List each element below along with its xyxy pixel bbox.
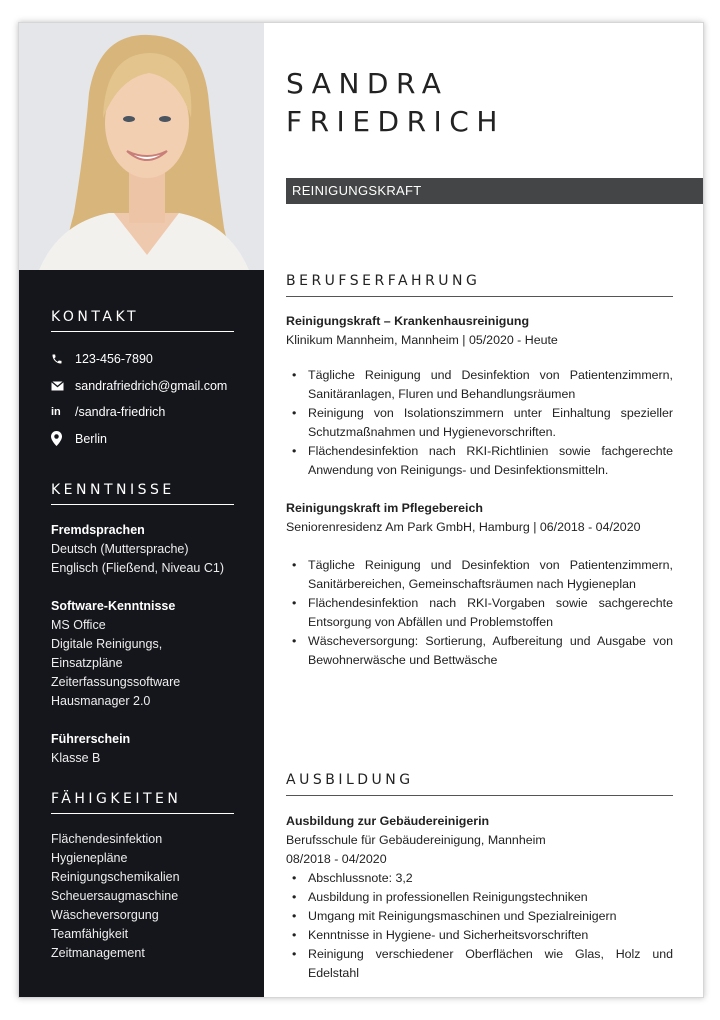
contact-linkedin bbox=[51, 399, 234, 426]
languages-line: Deutsch (Muttersprache) bbox=[51, 542, 189, 556]
resume-page bbox=[18, 22, 704, 998]
job-bullets bbox=[286, 556, 673, 670]
job-bullet: • Flächendesinfektion nach RKI-Richtlinien sowie fachgerechte Anwendung von Reinigungs- und Desinfektionsmitteln. bbox=[290, 442, 673, 480]
abilities-list bbox=[51, 830, 234, 963]
education-bullets bbox=[286, 869, 673, 983]
main-content bbox=[264, 23, 703, 997]
job-bullet: • Flächendesinfektion nach RKI-Vorgaben sowie sachgerechte Entsorgung von Abfällen und Problemstoffen bbox=[290, 594, 673, 632]
software-line: Hausmanager 2.0 bbox=[51, 694, 151, 708]
contact-email bbox=[51, 373, 234, 400]
person-name bbox=[286, 65, 505, 141]
skills-section bbox=[51, 482, 234, 768]
ability-item: Flächendesinfektion bbox=[51, 832, 163, 846]
last-name: FRIEDRICH bbox=[286, 105, 505, 138]
profile-photo bbox=[19, 23, 264, 270]
job-bullet: • Tägliche Reinigung und Desinfektion von Patientenzimmern, Sanitäranlagen, Fluren und Behandlungsräumen bbox=[290, 366, 673, 404]
job-entry bbox=[286, 499, 673, 670]
contact-email-text[interactable]: sandrafriedrich@gmail.com bbox=[75, 378, 228, 393]
job-bullets bbox=[286, 366, 673, 480]
languages-title: Fremdsprachen bbox=[51, 523, 145, 537]
contact-list bbox=[51, 346, 234, 452]
software-block bbox=[51, 597, 234, 711]
languages-block bbox=[51, 521, 234, 578]
education-section bbox=[286, 772, 673, 983]
contact-location-text: Berlin bbox=[75, 431, 107, 446]
education-heading: AUSBILDUNG bbox=[286, 772, 673, 796]
education-entry bbox=[286, 812, 673, 983]
phone-icon bbox=[51, 353, 75, 365]
location-pin-icon bbox=[51, 431, 75, 446]
ability-item: Zeitmanagement bbox=[51, 946, 145, 960]
software-title: Software-Kenntnisse bbox=[51, 599, 176, 613]
education-title: Ausbildung zur Gebäudereinigerin bbox=[286, 814, 490, 828]
education-bullet: • Umgang mit Reinigungsmaschinen und Spezialreinigern bbox=[290, 907, 673, 926]
abilities-section bbox=[51, 791, 234, 963]
experience-section bbox=[286, 273, 673, 670]
job-entry bbox=[286, 312, 673, 480]
education-school: Berufsschule für Gebäudereinigung, Mannheim bbox=[286, 833, 546, 847]
experience-heading: BERUFSERFAHRUNG bbox=[286, 273, 673, 297]
languages-line: Englisch (Fließend, Niveau C1) bbox=[51, 561, 224, 575]
contact-phone-text[interactable]: 123-456-7890 bbox=[75, 352, 153, 367]
ability-item: Wäscheversorgung bbox=[51, 908, 159, 922]
education-bullet: • Abschlussnote: 3,2 bbox=[290, 869, 673, 888]
job-title: Reinigungskraft – Krankenhausreinigung bbox=[286, 314, 530, 328]
job-bullet: • Reinigung von Isolationszimmern unter Einhaltung spezieller Schutzmaßnahmen und Hygienevorschriften. bbox=[290, 404, 673, 442]
mail-icon bbox=[51, 381, 75, 391]
license-block bbox=[51, 730, 234, 768]
contact-linkedin-text[interactable]: /sandra-friedrich bbox=[75, 405, 166, 420]
contact-location bbox=[51, 426, 234, 453]
job-title: Reinigungskraft im Pflegebereich bbox=[286, 501, 483, 515]
role-bar: REINIGUNGSKRAFT bbox=[286, 178, 704, 204]
ability-item: Reinigungschemikalien bbox=[51, 870, 180, 884]
education-period: 08/2018 - 04/2020 bbox=[286, 852, 387, 866]
software-line: Zeiterfassungssoftware bbox=[51, 675, 181, 689]
education-bullet: • Reinigung verschiedener Oberflächen wie Glas, Holz und Edelstahl bbox=[290, 945, 673, 983]
contact-heading: KONTAKT bbox=[51, 309, 234, 332]
job-bullet: • Wäscheversorgung: Sortierung, Aufbereitung und Ausgabe von Bewohnerwäsche und Bettwäsche bbox=[290, 632, 673, 670]
contact-phone bbox=[51, 346, 234, 373]
education-bullet: • Kenntnisse in Hygiene- und Sicherheitsvorschriften bbox=[290, 926, 673, 945]
ability-item: Teamfähigkeit bbox=[51, 927, 129, 941]
ability-item: Hygienepläne bbox=[51, 851, 128, 865]
job-org: Seniorenresidenz Am Park GmbH, Hamburg | 06/2018 - 04/2020 bbox=[286, 520, 641, 534]
first-name: SANDRA bbox=[286, 67, 449, 100]
education-bullet: • Ausbildung in professionellen Reinigungstechniken bbox=[290, 888, 673, 907]
license-title: Führerschein bbox=[51, 732, 131, 746]
linkedin-icon: in bbox=[51, 406, 61, 419]
abilities-heading: FÄHIGKEITEN bbox=[51, 791, 234, 814]
sidebar bbox=[19, 23, 264, 997]
skills-heading: KENNTNISSE bbox=[51, 482, 234, 505]
ability-item: Scheuersaugmaschine bbox=[51, 889, 179, 903]
software-line: MS Office bbox=[51, 618, 106, 632]
job-org: Klinikum Mannheim, Mannheim | 05/2020 - Heute bbox=[286, 333, 558, 347]
software-line: Digitale Reinigungs, Einsatzpläne bbox=[51, 637, 163, 670]
license-line: Klasse B bbox=[51, 751, 101, 765]
contact-section bbox=[51, 309, 234, 452]
job-bullet: • Tägliche Reinigung und Desinfektion von Patientenzimmern, Sanitärbereichen, Gemeinschaftsräumen nach Hygieneplan bbox=[290, 556, 673, 594]
